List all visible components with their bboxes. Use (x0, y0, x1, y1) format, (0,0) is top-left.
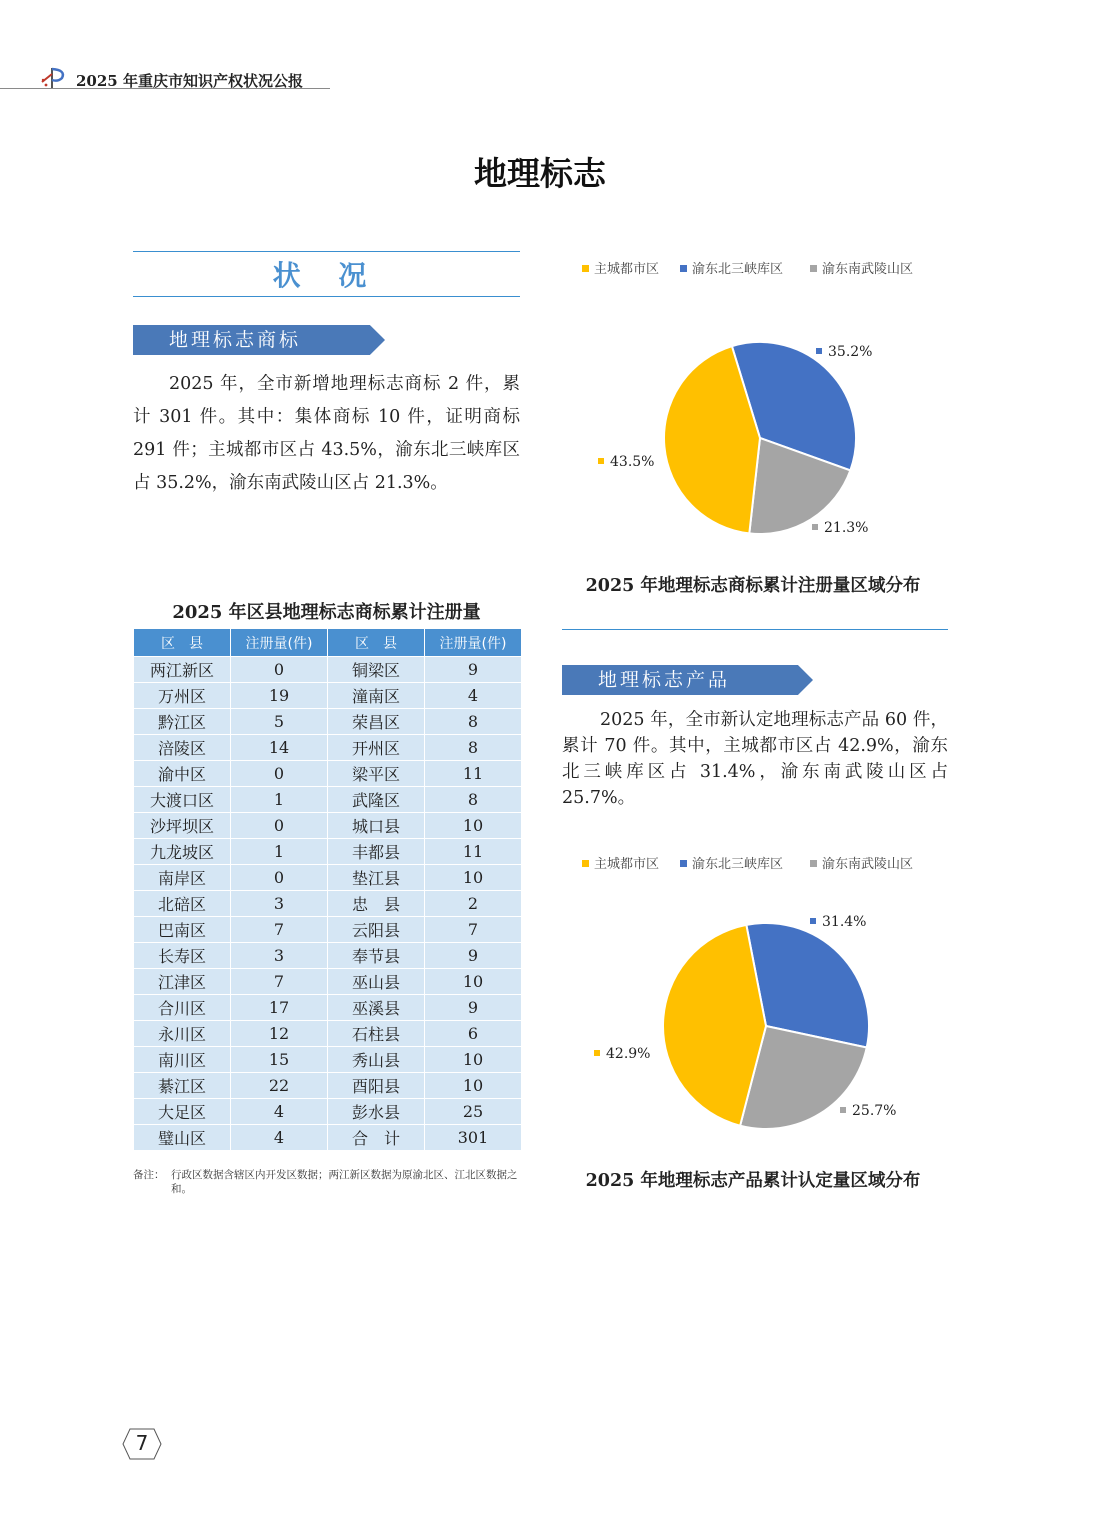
table-row (134, 917, 522, 943)
district-cell: 璧山区 (134, 1125, 231, 1151)
legend-swatch (810, 265, 817, 272)
count-cell: 10 (425, 1047, 522, 1073)
count-cell: 11 (425, 761, 522, 787)
district-cell: 荣昌区 (328, 709, 425, 735)
data-label: 21.3% (824, 520, 868, 536)
district-cell: 涪陵区 (134, 735, 231, 761)
page-title: 地理标志 (0, 148, 1080, 195)
trademark-chart-title: 2025 年地理标志商标累计注册量区域分布 (553, 572, 953, 597)
count-cell: 10 (425, 1073, 522, 1099)
table-row (134, 709, 522, 735)
count-cell: 0 (231, 761, 328, 787)
count-cell: 9 (425, 943, 522, 969)
product-chart-title: 2025 年地理标志产品累计认定量区域分布 (553, 1167, 953, 1192)
district-cell: 巴南区 (134, 917, 231, 943)
count-cell: 7 (425, 917, 522, 943)
district-cell: 沙坪坝区 (134, 813, 231, 839)
district-cell: 万州区 (134, 683, 231, 709)
count-cell: 8 (425, 735, 522, 761)
district-trademark-table (133, 628, 522, 1151)
district-cell: 铜梁区 (328, 657, 425, 683)
header-title: 2025 年重庆市知识产权状况公报 (76, 70, 303, 91)
district-cell: 大足区 (134, 1099, 231, 1125)
district-cell: 黔江区 (134, 709, 231, 735)
count-cell: 15 (231, 1047, 328, 1073)
count-cell: 4 (231, 1099, 328, 1125)
legend-label: 渝东南武陵山区 (822, 856, 913, 872)
data-label-marker (810, 918, 816, 924)
count-cell: 3 (231, 943, 328, 969)
table-row (134, 735, 522, 761)
status-section-title: 状 况 (133, 254, 520, 294)
data-label: 35.2% (828, 344, 872, 360)
legend-label: 渝东南武陵山区 (822, 261, 913, 277)
product-pie-chart (560, 850, 960, 1150)
table-row (134, 995, 522, 1021)
table-row (134, 683, 522, 709)
count-cell: 10 (425, 969, 522, 995)
district-cell: 巫溪县 (328, 995, 425, 1021)
count-cell: 12 (231, 1021, 328, 1047)
column-header: 区 县 (134, 629, 231, 657)
legend-swatch (582, 860, 589, 867)
district-cell: 梁平区 (328, 761, 425, 787)
legend-label: 主城都市区 (594, 856, 659, 872)
district-cell: 石柱县 (328, 1021, 425, 1047)
count-cell: 17 (231, 995, 328, 1021)
section-divider (562, 629, 948, 630)
count-cell: 14 (231, 735, 328, 761)
header-rule (0, 88, 330, 89)
district-cell: 彭水县 (328, 1099, 425, 1125)
trademark-ribbon: 地理标志商标 (133, 325, 385, 355)
district-cell: 秀山县 (328, 1047, 425, 1073)
legend-swatch (810, 860, 817, 867)
table-header-row (134, 629, 522, 657)
district-cell: 合川区 (134, 995, 231, 1021)
table-note (133, 1168, 520, 1196)
table-row (134, 761, 522, 787)
district-cell: 合 计 (328, 1125, 425, 1151)
count-cell: 5 (231, 709, 328, 735)
data-label: 43.5% (610, 454, 654, 470)
legend-swatch (680, 265, 687, 272)
district-cell: 大渡口区 (134, 787, 231, 813)
count-cell: 9 (425, 995, 522, 1021)
table-row (134, 969, 522, 995)
table-row (134, 1047, 522, 1073)
page-number: 7 (122, 1431, 162, 1455)
district-cell: 渝中区 (134, 761, 231, 787)
data-label: 31.4% (822, 914, 866, 930)
table-note-label: 备注： (133, 1168, 165, 1182)
data-label: 42.9% (606, 1046, 650, 1062)
district-cell: 南川区 (134, 1047, 231, 1073)
product-ribbon: 地理标志产品 (562, 665, 813, 695)
district-cell: 北碚区 (134, 891, 231, 917)
data-label: 25.7% (852, 1103, 896, 1119)
district-cell: 云阳县 (328, 917, 425, 943)
column-header: 区 县 (328, 629, 425, 657)
table-row (134, 891, 522, 917)
count-cell: 4 (231, 1125, 328, 1151)
count-cell: 10 (425, 813, 522, 839)
count-cell: 1 (231, 839, 328, 865)
table-row (134, 1021, 522, 1047)
count-cell: 0 (231, 657, 328, 683)
district-cell: 江津区 (134, 969, 231, 995)
count-cell: 8 (425, 709, 522, 735)
column-header: 注册量(件) (231, 629, 328, 657)
data-label-marker (816, 348, 822, 354)
legend-label: 主城都市区 (594, 261, 659, 277)
data-label-marker (598, 458, 604, 464)
count-cell: 3 (231, 891, 328, 917)
trademark-pie-chart (560, 255, 960, 555)
district-cell: 酉阳县 (328, 1073, 425, 1099)
district-cell: 丰都县 (328, 839, 425, 865)
table-row (134, 813, 522, 839)
district-cell: 綦江区 (134, 1073, 231, 1099)
count-cell: 25 (425, 1099, 522, 1125)
trademark-paragraph: 2025 年，全市新增地理标志商标 2 件，累计 301 件。其中：集体商标 10 件，证明商标 291 件；主城都市区占 43.5%，渝东北三峡库区占 35.2%，渝东南武陵山区占 21.3%。 (133, 368, 520, 500)
product-paragraph: 2025 年，全市新认定地理标志产品 60 件，累计 70 件。其中，主城都市区占 42.9%，渝东北三峡库区占 31.4%，渝东南武陵山区占 25.7%。 (562, 707, 948, 811)
table-row (134, 787, 522, 813)
district-cell: 巫山县 (328, 969, 425, 995)
table-row (134, 839, 522, 865)
count-cell: 19 (231, 683, 328, 709)
count-cell: 4 (425, 683, 522, 709)
district-cell: 长寿区 (134, 943, 231, 969)
table-note-text: 行政区数据含辖区内开发区数据；两江新区数据为原渝北区、江北区数据之和。 (171, 1168, 520, 1196)
count-cell: 8 (425, 787, 522, 813)
district-cell: 永川区 (134, 1021, 231, 1047)
district-cell: 武隆区 (328, 787, 425, 813)
count-cell: 0 (231, 813, 328, 839)
count-cell: 0 (231, 865, 328, 891)
count-cell: 7 (231, 917, 328, 943)
column-header: 注册量(件) (425, 629, 522, 657)
data-label-marker (594, 1050, 600, 1056)
count-cell: 1 (231, 787, 328, 813)
data-label-marker (812, 524, 818, 530)
district-cell: 潼南区 (328, 683, 425, 709)
district-cell: 两江新区 (134, 657, 231, 683)
count-cell: 10 (425, 865, 522, 891)
district-cell: 九龙坡区 (134, 839, 231, 865)
table-title: 2025 年区县地理标志商标累计注册量 (133, 598, 520, 624)
table-row (134, 657, 522, 683)
count-cell: 11 (425, 839, 522, 865)
district-cell: 奉节县 (328, 943, 425, 969)
count-cell: 301 (425, 1125, 522, 1151)
table-row (134, 943, 522, 969)
legend-swatch (582, 265, 589, 272)
count-cell: 7 (231, 969, 328, 995)
table-row (134, 1125, 522, 1151)
count-cell: 6 (425, 1021, 522, 1047)
report-logo-icon (38, 66, 70, 90)
district-cell: 忠 县 (328, 891, 425, 917)
table-row (134, 1073, 522, 1099)
legend-label: 渝东北三峡库区 (692, 856, 783, 872)
table-row (134, 1099, 522, 1125)
legend-swatch (680, 860, 687, 867)
count-cell: 9 (425, 657, 522, 683)
legend-label: 渝东北三峡库区 (692, 261, 783, 277)
district-cell: 垫江县 (328, 865, 425, 891)
count-cell: 22 (231, 1073, 328, 1099)
district-cell: 开州区 (328, 735, 425, 761)
table-body (134, 657, 522, 1151)
data-label-marker (840, 1107, 846, 1113)
table-row (134, 865, 522, 891)
district-cell: 南岸区 (134, 865, 231, 891)
district-cell: 城口县 (328, 813, 425, 839)
count-cell: 2 (425, 891, 522, 917)
